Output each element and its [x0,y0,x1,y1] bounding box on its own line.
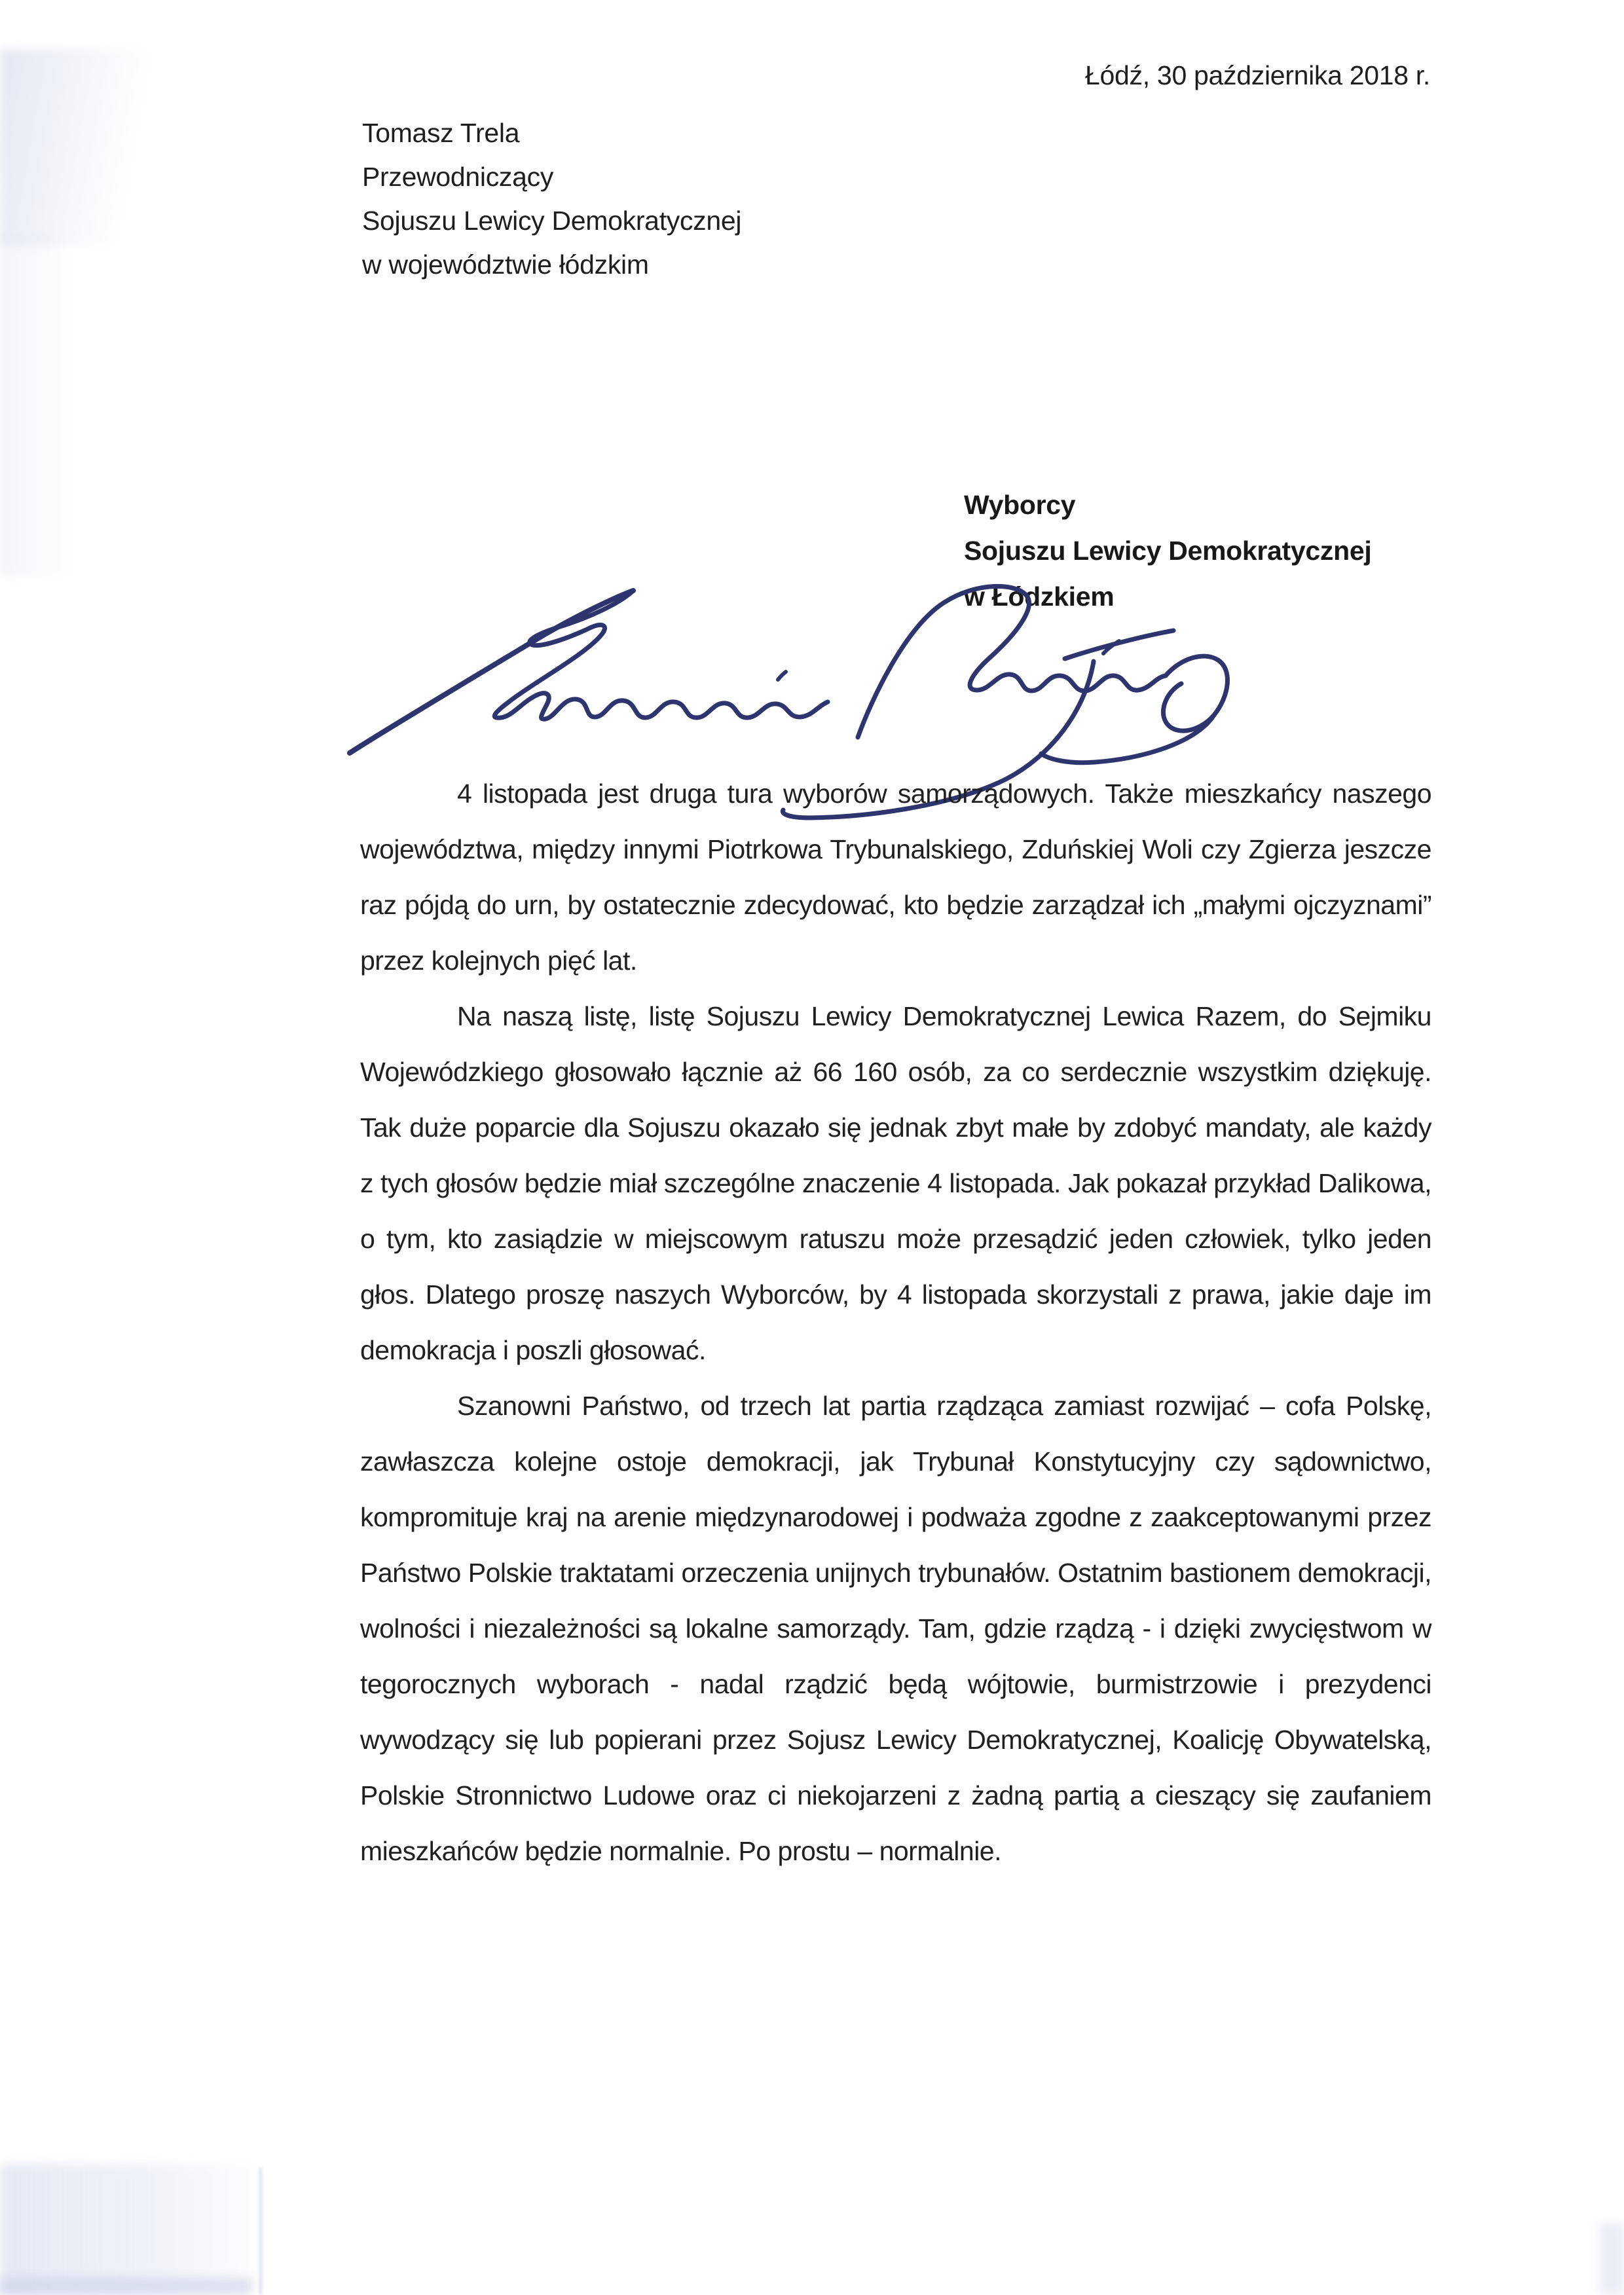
recipient-line: w Łódzkiem [964,581,1115,612]
date-line: Łódź, 30 października 2018 r. [1085,60,1430,90]
body-paragraph-3: Szanowni Państwo, od trzech lat partia rządząca zamiast rozwijać – cofa Polskę, zawłaszcza kolejne ostoje demokracji, jak Trybunał Konstytucyjny czy sądownictwo, kompromituje kraj na arenie międzynarodowej i podważa zgodne z zaakceptowanymi przez Państwo Polskie traktatami orzeczenia unijnych trybunałów. Ostatnim bastionem demokracji, wolności i niezależności są lokalne samorządy. Tam, gdzie rządzą - i dzięki zwycięstwom w tegorocznych wyborach - nadal rządzić będą wójtowie, burmistrzowie i prezydenci wywodzący się lub popierani przez Sojusz Lewicy Demokratycznej, Koalicję Obywatelską, Polskie Stronnictwo Ludowe oraz ci niekojarzeni z żadną partią a cieszący się zaufaniem mieszkańców będzie normalnie. Po prostu – normalnie. [360,1391,1431,1866]
scan-smudge-bottom-left [0,2164,268,2295]
scan-smudge-mid-left [0,236,98,576]
sender-region: w województwie łódzkim [362,249,649,280]
signature-stroke [778,672,786,680]
signature-stroke [494,591,828,719]
scan-edge-line [259,2167,262,2295]
sender-name: Tomasz Trela [362,118,520,148]
signature-stroke [1065,631,1173,659]
letter-body [360,766,1431,1879]
scan-smudge-bottom-strip [0,2277,252,2295]
scan-smudge-bottom-right [1599,2223,1624,2295]
sender-block [362,111,741,287]
signature-stroke [1163,656,1227,731]
sender-title: Przewodniczący [362,162,554,192]
recipient-line: Wyborcy [964,490,1076,520]
recipient-line: Sojuszu Lewicy Demokratycznej [964,536,1372,566]
scan-smudge-top-left [0,49,154,246]
body-paragraph-2: Na naszą listę, listę Sojuszu Lewicy Demokratycznej Lewica Razem, do Sejmiku Wojewódzkiego głosowało łącznie aż 66 160 osób, za co serdecznie wszystkim dziękuję. Tak duże poparcie dla Sojuszu okazało się jednak zbyt małe by zdobyć mandaty, ale każdy z tych głosów będzie miał szczególne znaczenie 4 listopada. Jak pokazał przykład Dalikowa, o tym, kto zasiądzie w miejscowym ratuszu może przesądzić jeden człowiek, tylko jeden głos. Dlatego proszę naszych Wyborców, by 4 listopada skorzystali z prawa, jakie daje im demokracja i poszli głosować. [360,1001,1431,1365]
sender-organization: Sojuszu Lewicy Demokratycznej [362,206,742,236]
body-paragraph-1: 4 listopada jest druga tura wyborów samorządowych. Także mieszkańcy naszego województwa, między innymi Piotrkowa Trybunalskiego, Zduńskiej Woli czy Zgierza jeszcze raz pójdą do urn, by ostatecznie zdecydować, kto będzie zarządzał ich „małymi ojczyznami” przez kolejnych pięć lat. [360,779,1431,976]
signature-stroke [858,586,1166,737]
